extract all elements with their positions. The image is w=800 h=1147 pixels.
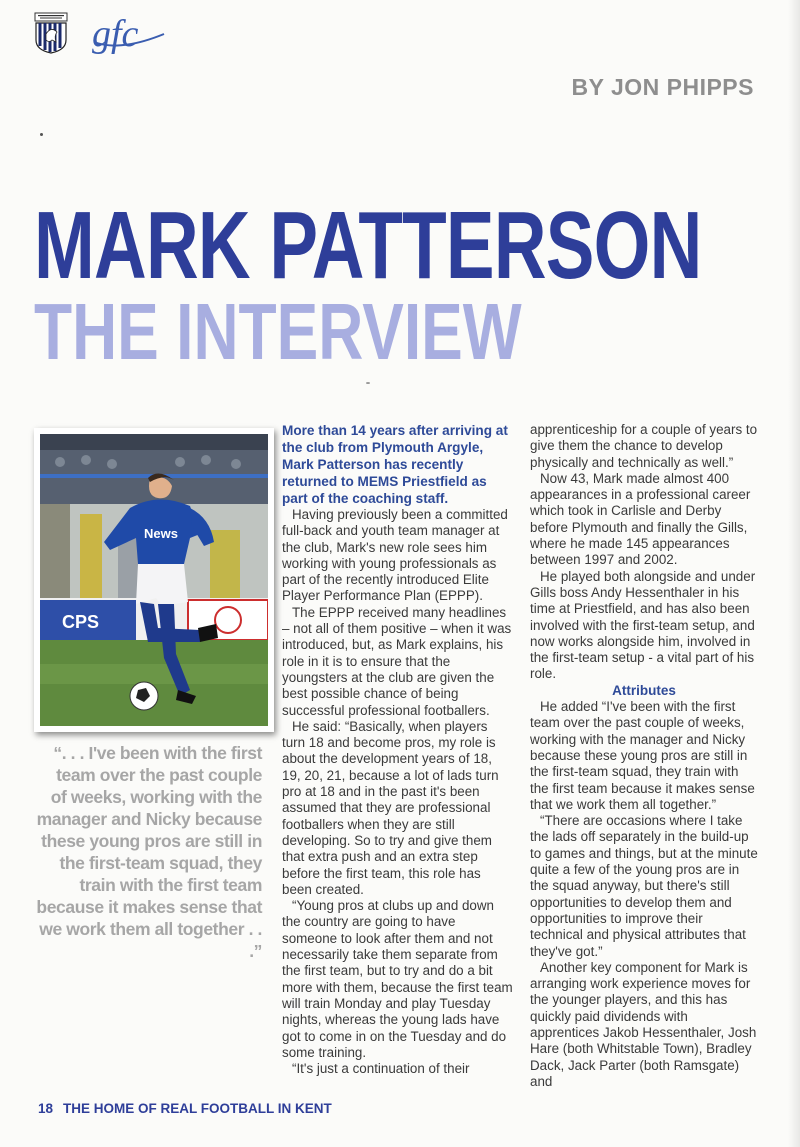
- print-speck: [366, 382, 370, 384]
- article-subheading: Attributes: [612, 682, 676, 698]
- article-paragraph: apprenticeship for a couple of years to give them the chance to develop physically and technically as well.”: [530, 422, 758, 470]
- article-column-right: [530, 422, 758, 1090]
- page-number: 18: [38, 1101, 54, 1116]
- article-paragraph: Having previously been a committed full-back and youth team manager at the club, Mark's new role sees him working with young professionals as part of the recently introduced Elite Player Performance Plan (EPPP).: [282, 507, 508, 604]
- print-speck: [40, 133, 43, 136]
- shirt-sponsor-text: News: [144, 526, 178, 541]
- gfc-monogram-logo: [90, 12, 168, 56]
- player-photo: [34, 428, 274, 732]
- article-column-middle: [282, 422, 514, 1077]
- pull-quote: “. . . I've been with the first team over the past couple of weeks, working with the manager and Nicky because these young pros are still in the first-team squad, they train with the first team because it makes sense that we work them all together . . .”: [36, 743, 262, 961]
- logo-monogram-text: gfc: [92, 13, 139, 55]
- article-paragraph: The EPPP received many headlines – not all of them positive – when it was introduced, but, as Mark explains, his role in it is to ensure that the youngsters at the club are given the best possible chance of being successful professional footballers.: [282, 604, 512, 718]
- club-crest-icon: [34, 12, 68, 54]
- article-paragraph: He added “I've been with the first team over the past couple of weeks, working with the manager and Nicky because these young pros are still in the first-team squad, they train with the first team because it makes sense that we work them all together.”: [530, 699, 755, 812]
- byline: BY JON PHIPPS: [571, 74, 754, 100]
- article-paragraph: He played both alongside and under Gills boss Andy Hessenthaler in his time at Priestfield, and has also been involved with the first-team setup, and now works alongside him, involved in the first-team setup - a vital part of his role.: [530, 568, 756, 682]
- article-paragraph: “There are occasions where I take the lads off separately in the build-up to games and things, but at the minute quite a few of the young pros are in the squad anyway, but there's still opportunities to develop them and opportunities to improve their technical and physical attributes that they've got.”: [530, 813, 758, 959]
- footer-tagline: THE HOME OF REAL FOOTBALL IN KENT: [63, 1101, 332, 1116]
- article-paragraph: “Young pros at clubs up and down the country are going to have someone to look after them and not necessarily take them separate from the first team, but to try and do a bit more with them, because the first team will train Monday and play Tuesday nights, whereas the young lads have got to come in on the Tuesday and do some training.: [282, 898, 513, 1060]
- article-intro: More than 14 years after arriving at the club from Plymouth Argyle, Mark Patterson has recently returned to MEMS Priestfield as part of the coaching staff.: [282, 423, 508, 506]
- headline-subtitle: THE INTERVIEW: [34, 287, 522, 376]
- article-paragraph: Now 43, Mark made almost 400 appearances in a professional career which took in Carlisle and Derby before Plymouth and finally the Gills, where he made 145 appearances between 1997 and 2002.: [530, 470, 751, 568]
- article-paragraph: “It's just a continuation of their: [292, 1061, 470, 1077]
- page-edge-shadow: [788, 0, 800, 1147]
- article-paragraph: He said: “Basically, when players turn 18 and become pros, my role is about the development years of 18, 19, 20, 21, because a lot of lads turn pro at 18 and in the past it's been assumed that they are professional footballers when they are still developing. So to try and give them that extra push and an extra step before the first team, this role has been created.: [282, 718, 499, 897]
- article-paragraph: Another key component for Mark is arranging work experience moves for the younger players, and this has quickly paid dividends with apprentices Jakob Hessenthaler, Josh Hare (both Whitstable Town), Bradley Dack, Jack Parter (both Ramsgate) and: [530, 959, 757, 1089]
- advertising-board-text: CPS: [62, 612, 100, 632]
- football-player-illustration: [40, 434, 268, 726]
- page-footer: [38, 1101, 332, 1116]
- headline-name: MARK PATTERSON: [34, 192, 702, 299]
